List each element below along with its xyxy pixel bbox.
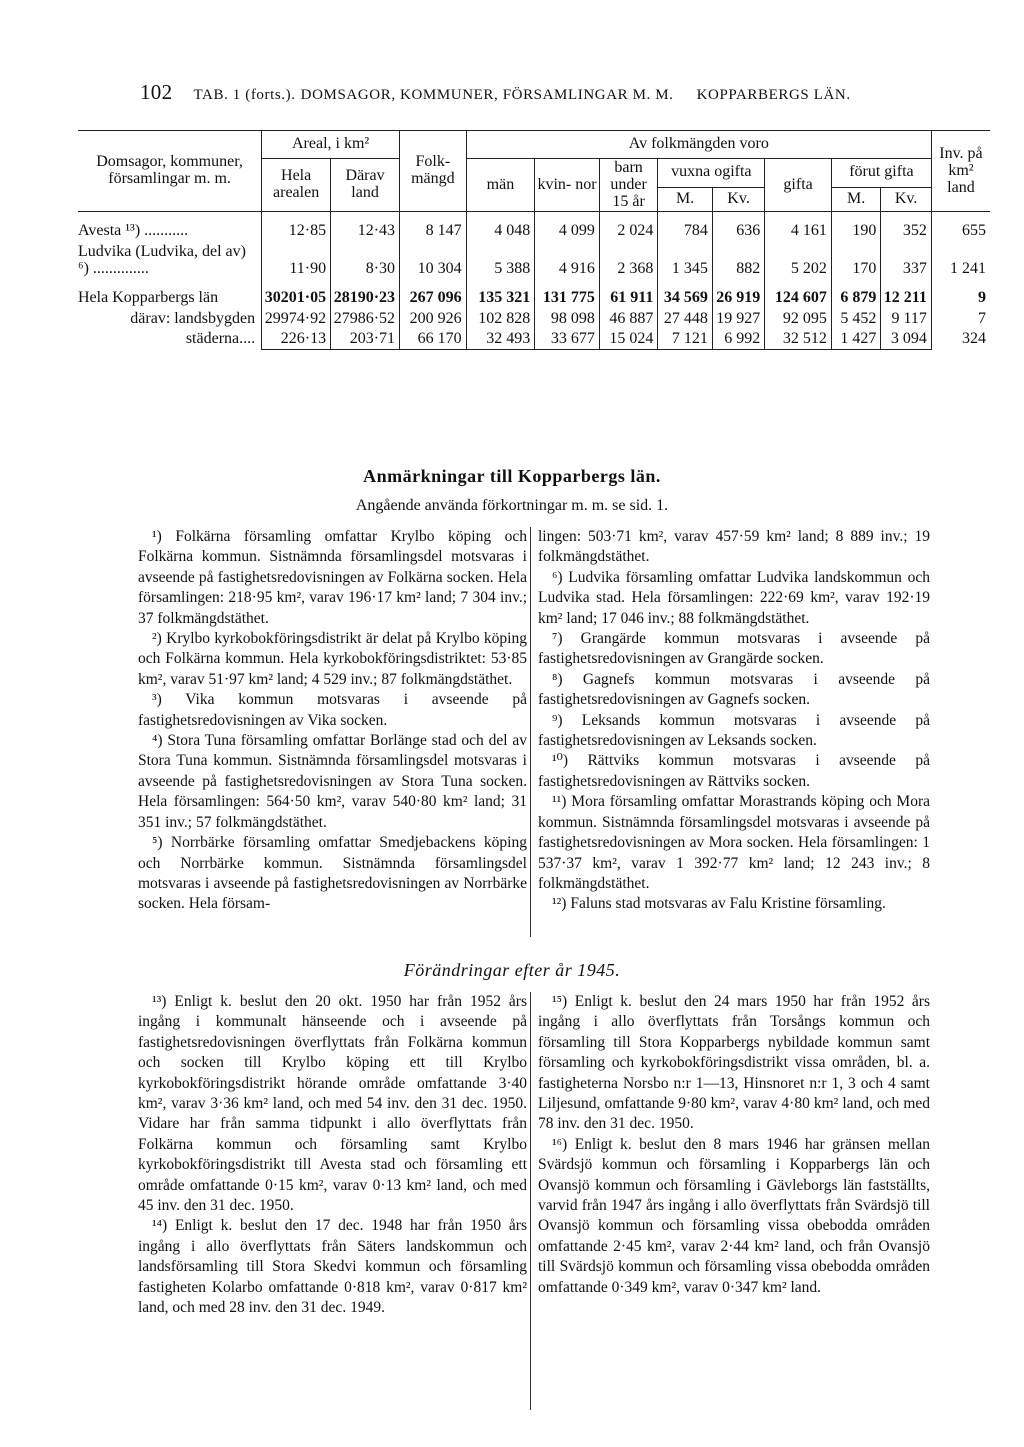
population-table (78, 130, 990, 350)
cell-land: 203·71 (331, 329, 400, 349)
header-vuxna-kv: Kv. (712, 187, 764, 212)
header-vuxna-ogifta: vuxna ogifta (658, 159, 765, 188)
footnote-4: ⁴) Stora Tuna församling omfattar Borlänge stad och del av Stora Tuna kommun. Sistnämnda församlingsdel motsvaras i avseende på fastighetsredovisningen av Stora Tuna socken. Hela församlingen: 564·50 km², varav 540·80 km² land; 31 351 inv.; 57 folkmängdstäthet. (138, 732, 527, 831)
page-number: 102 (140, 80, 173, 104)
cell-vuxna-m: 34 569 (658, 287, 712, 309)
footnote-10: ¹⁰) Rättviks kommun motsvaras i avseende på fastighetsredovisningen av Rättviks socken. (538, 752, 930, 790)
cell-folk: 66 170 (400, 329, 467, 349)
cell-vuxna-m: 784 (658, 220, 712, 242)
header-man: män (466, 159, 535, 212)
table-row (78, 287, 990, 309)
cell-inv: 655 (931, 220, 990, 242)
cell-vuxna-m: 7 121 (658, 329, 712, 349)
footnote-14: ¹⁴) Enligt k. beslut den 17 dec. 1948 har från 1950 års ingång i allo överflyttats från Säters landskommun och landsförsamling till Stora Skedvi kommun och församling fastigheten Kolarbo omfattande 0·818 km², varav 0·817 km² land, och med 28 inv. den 31 dec. 1949. (138, 1217, 527, 1317)
cell-hela: 11·90 (262, 242, 331, 279)
cell-vuxna-kv: 19 927 (712, 309, 764, 329)
footnote-8: ⁸) Gagnefs kommun motsvaras i avseende på fastighetsredovisningen av Gagnefs socken. (538, 670, 930, 709)
table-ref: TAB. 1 (forts.). (193, 87, 296, 103)
notes-right-column (538, 527, 930, 915)
footnote-13: ¹³) Enligt k. beslut den 20 okt. 1950 har från 1952 års ingång i kommunalt hänseende och i avseende på fastighetsredovisningen överflyttats från Folkärna kommun och socken till Krylbo köping ett till Krylbo kyrkobokföringsdistrikt hörande område omfattande 3·40 km², varav 3·36 km² land, och med 54 inv. den 31 dec. 1950. Vidare har från samma tidpunkt i allo överflyttats från Folkärna kommun och församling samt Krylbo kyrkobokföringsdistrikt till Avesta stad och församling ett område omfattande 0·15 km², varav 0·13 km² land, och med 45 inv. den 31 dec. 1950. (138, 993, 527, 1215)
footnote-15: ¹⁵) Enligt k. beslut den 24 mars 1950 har från 1952 års ingång i allo överflyttats från Torsångs kommun och församling till Stora Kopparbergs nybildade kommun samt församling och kyrkobokföringsdistrikt vissa områden, bl. a. fastigheterna Norsbo n:r 1—13, Hinsnoret n:r 1, 3 och 4 samt Liljesund, omfattande 9·80 km², varav 4·80 km² land, och med 78 inv. den 31 dec. 1950. (538, 993, 930, 1133)
cell-barn: 2 368 (599, 242, 658, 279)
cell-gifta: 92 095 (765, 309, 832, 329)
notes-subtitle: Angående använda förkortningar m. m. se sid. 1. (355, 497, 669, 514)
cell-land: 27986·52 (331, 309, 400, 329)
header-barn: barn under 15 år (599, 159, 658, 212)
footnote-5: ⁵) Norrbärke församling omfattar Smedjebackens köping och Norrbärke kommun. Sistnämnda församlingsdel motsvaras i avseende på fastighetsredovisningen av Norrbärke socken. Hela försam- (138, 834, 527, 913)
changes-left-column (138, 992, 527, 1319)
footnote-9: ⁹) Leksands kommun motsvaras i avseende på fastighetsredovisningen av Leksands socken. (538, 711, 930, 750)
page-title: DOMSAGOR, KOMMUNER, FÖRSAMLINGAR M. M. (300, 87, 674, 103)
table-row (78, 220, 990, 242)
footnote-3: ³) Vika kommun motsvaras i avseende på fastighetsredovisningen av Vika socken. (138, 691, 527, 729)
footnote-7: ⁷) Grangärde kommun motsvaras i avseende på fastighetsredovisningen av Grangärde socken. (538, 630, 930, 668)
cell-vuxna-kv: 6 992 (712, 329, 764, 349)
running-head (140, 80, 851, 105)
cell-man: 135 321 (466, 287, 535, 309)
row-name: städerna.... (185, 330, 256, 348)
cell-vuxna-m: 27 448 (658, 309, 712, 329)
cell-land: 28190·23 (331, 287, 400, 309)
cell-forut-kv: 337 (881, 242, 932, 279)
cell-man: 102 828 (466, 309, 535, 329)
row-name: Ludvika (Ludvika, del av) ⁶) .............. (78, 243, 246, 278)
cell-hela: 226·13 (262, 329, 331, 349)
cell-gifta: 32 512 (765, 329, 832, 349)
cell-man: 5 388 (466, 242, 535, 279)
header-inv: Inv. på km² land (931, 131, 990, 212)
cell-gifta: 5 202 (765, 242, 832, 279)
footnote-2: ²) Krylbo kyrkobokföringsdistrikt är delat på Krylbo köping och Folkärna kommun. Hela kyrkobokföringsdistriktet: 53·85 km², varav 51·97 km² land; 4 529 inv.; 87 folkmängdstäthet. (138, 630, 527, 688)
cell-vuxna-kv: 882 (712, 242, 764, 279)
header-forut-kv: Kv. (881, 187, 932, 212)
footnote-5-continued: lingen: 503·71 km², varav 457·59 km² land; 8 889 inv.; 19 folkmängdstäthet. (538, 528, 930, 566)
cell-forut-m: 5 452 (831, 309, 880, 329)
cell-kvinnor: 33 677 (535, 329, 600, 349)
cell-folk: 10 304 (400, 242, 467, 279)
cell-folk: 8 147 (400, 220, 467, 242)
cell-kvinnor: 98 098 (535, 309, 600, 329)
header-forut-m: M. (831, 187, 880, 212)
cell-barn: 61 911 (599, 287, 658, 309)
cell-forut-kv: 352 (881, 220, 932, 242)
cell-vuxna-kv: 636 (712, 220, 764, 242)
cell-inv: 7 (931, 309, 990, 329)
cell-forut-m: 170 (831, 242, 880, 279)
cell-forut-m: 6 879 (831, 287, 880, 309)
cell-gifta: 124 607 (765, 287, 832, 309)
cell-vuxna-kv: 26 919 (712, 287, 764, 309)
header-vuxna-m: M. (658, 187, 712, 212)
cell-kvinnor: 131 775 (535, 287, 600, 309)
footnote-11: ¹¹) Mora församling omfattar Morastrands köping och Mora kommun. Sistnämnda församlingsdel motsvaras i avseende på fastighetsredovisningen av Mora socken. Hela församlingen: 1 537·37 km², varav 1 392·77 km² land; 12 243 inv.; 8 folkmängdstäthet. (538, 793, 930, 892)
column-divider (530, 992, 531, 1410)
header-av-folkmangden: Av folkmängden voro (466, 131, 931, 159)
header-folkmangd: Folk- mängd (400, 131, 467, 212)
cell-land: 12·43 (331, 220, 400, 242)
table-row (78, 242, 990, 279)
changes-title: Förändringar efter år 1945. (403, 960, 621, 980)
cell-hela: 29974·92 (262, 309, 331, 329)
cell-barn: 2 024 (599, 220, 658, 242)
header-forut-gifta: förut gifta (831, 159, 931, 188)
cell-gifta: 4 161 (765, 220, 832, 242)
cell-forut-kv: 9 117 (881, 309, 932, 329)
row-name: Avesta ¹³) ........... (78, 222, 189, 240)
cell-barn: 15 024 (599, 329, 658, 349)
cell-folk: 267 096 (400, 287, 467, 309)
cell-inv: 9 (931, 287, 990, 309)
footnote-1: ¹) Folkärna församling omfattar Krylbo köping och Folkärna kommun. Sistnämnda församlingsdel motsvaras i avseende på fastighetsredovisningen av Folkärna socken. Hela församlingen: 218·95 km², varav 196·17 km² land; 7 304 inv.; 37 folkmängdstäthet. (138, 528, 527, 627)
cell-kvinnor: 4 099 (535, 220, 600, 242)
cell-man: 4 048 (466, 220, 535, 242)
header-gifta: gifta (765, 159, 832, 212)
footnote-12: ¹²) Faluns stad motsvaras av Falu Kristine församling. (552, 895, 886, 913)
cell-forut-kv: 12 211 (881, 287, 932, 309)
footnote-6: ⁶) Ludvika församling omfattar Ludvika landskommun och Ludvika stad. Hela församlingen: 222·69 km², varav 192·19 km² land; 17 046 inv.; 88 folkmängdstäthet. (538, 568, 930, 627)
notes-left-column (138, 527, 527, 915)
changes-right-column (538, 992, 930, 1298)
cell-forut-m: 190 (831, 220, 880, 242)
footnote-16: ¹⁶) Enligt k. beslut den 8 mars 1946 har gränsen mellan Svärdsjö kommun och församling i Kopparbergs län och Ovansjö kommun och församling i Gävleborgs län fastställts, varvid från 1947 års ingång i allo överflyttats från Svärdsjö till Ovansjö kommun och församling vissa obebodda områden omfattande 2·45 km², varav 2·44 km² land, och från Ovansjö till Svärdsjö kommun och församling vissa obebodda områden omfattande 0·349 km², varav 0·347 km² land. (538, 1135, 930, 1296)
cell-hela: 12·85 (262, 220, 331, 242)
cell-forut-kv: 3 094 (881, 329, 932, 349)
header-areal: Areal, i km² (262, 131, 400, 159)
cell-man: 32 493 (466, 329, 535, 349)
header-name: Domsagor, kommuner, församlingar m. m. (78, 131, 262, 212)
cell-barn: 46 887 (599, 309, 658, 329)
header-kvinnor: kvin- nor (535, 159, 600, 212)
row-name: Hela Kopparbergs län (78, 289, 219, 307)
cell-vuxna-m: 1 345 (658, 242, 712, 279)
header-hela-arealen: Hela arealen (262, 159, 331, 212)
table-row (78, 309, 990, 329)
table-row (78, 329, 990, 349)
row-name: därav: landsbygden (130, 310, 256, 328)
cell-land: 8·30 (331, 242, 400, 279)
notes-title: Anmärkningar till Kopparbergs län. (363, 466, 661, 486)
cell-kvinnor: 4 916 (535, 242, 600, 279)
cell-forut-m: 1 427 (831, 329, 880, 349)
cell-inv: 324 (931, 329, 990, 349)
cell-hela: 30201·05 (262, 287, 331, 309)
column-divider (530, 527, 531, 937)
county-name: KOPPARBERGS LÄN. (696, 87, 851, 103)
cell-folk: 200 926 (400, 309, 467, 329)
header-darav-land: Därav land (331, 159, 400, 212)
cell-inv: 1 241 (931, 242, 990, 279)
